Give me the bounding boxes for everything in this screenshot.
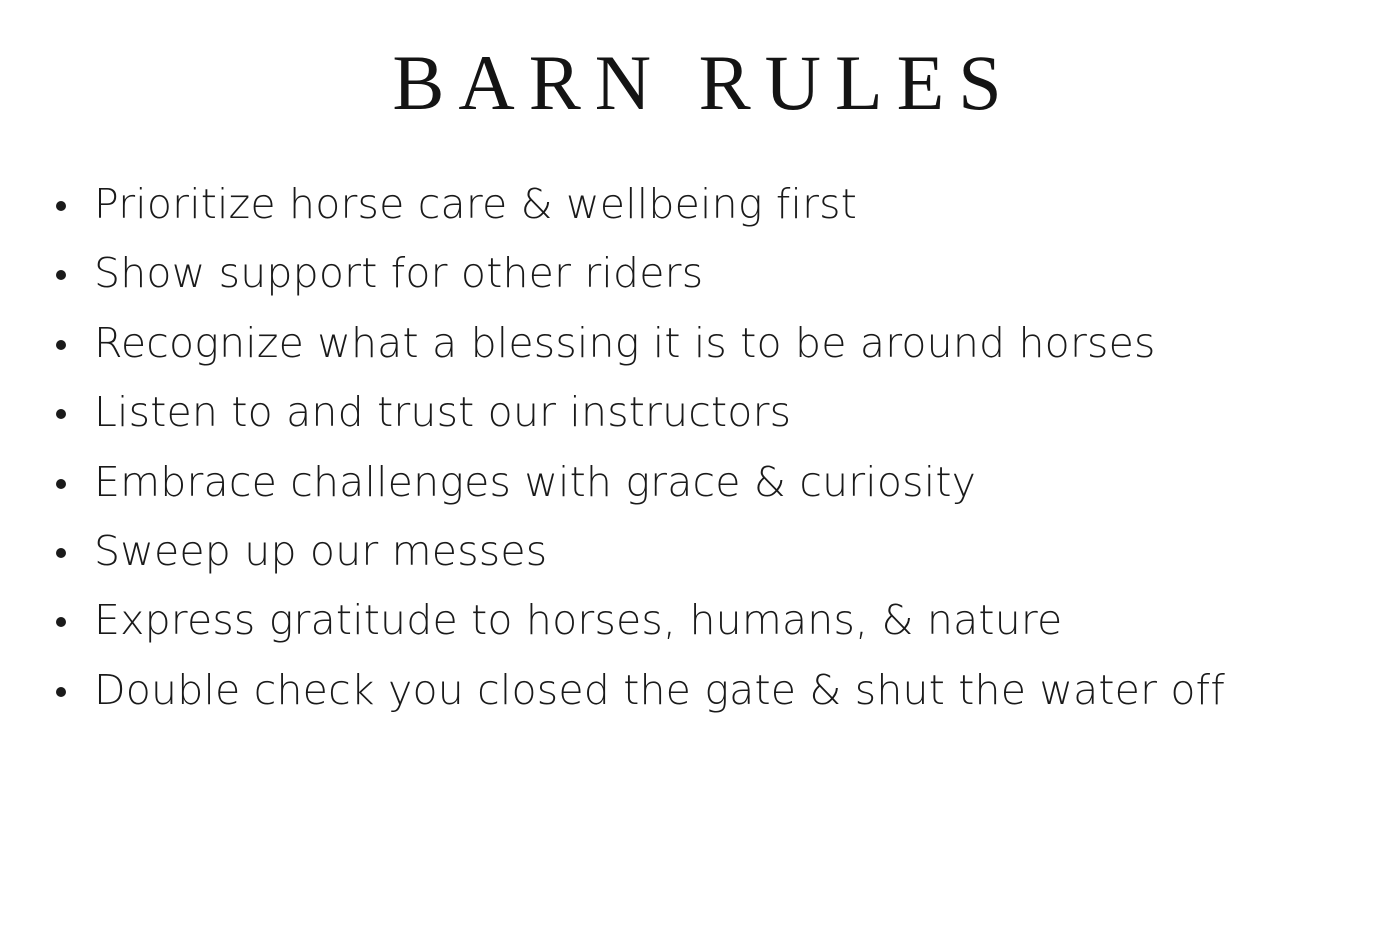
rule-text: Recognize what a blessing it is to be around horses — [94, 318, 1156, 367]
bullet-icon — [56, 548, 66, 558]
rule-text: Listen to and trust our instructors — [94, 388, 792, 437]
bullet-icon — [56, 687, 66, 697]
rule-text: Express gratitude to horses, humans, & nature — [94, 596, 1063, 645]
rule-text: Embrace challenges with grace & curiosity — [94, 457, 977, 506]
list-item — [0, 666, 1394, 714]
rule-text: Double check you closed the gate & shut the water off — [94, 665, 1225, 714]
rule-text: Prioritize horse care & wellbeing first — [94, 180, 857, 228]
rules-list — [0, 122, 1394, 714]
bullet-icon — [56, 409, 66, 419]
rule-text: Show support for other riders — [94, 249, 704, 298]
list-item — [0, 527, 1394, 575]
list-item — [0, 249, 1394, 297]
list-item — [0, 596, 1394, 644]
list-item — [0, 180, 1394, 228]
page-title: BARN RULES — [392, 39, 1016, 126]
list-item — [0, 458, 1394, 506]
bullet-icon — [56, 340, 66, 350]
bullet-icon — [56, 479, 66, 489]
list-item — [0, 319, 1394, 367]
bullet-icon — [56, 270, 66, 280]
bullet-icon — [56, 201, 66, 211]
rule-text: Sweep up our messes — [94, 526, 548, 575]
list-item — [0, 388, 1394, 436]
bullet-icon — [56, 617, 66, 627]
